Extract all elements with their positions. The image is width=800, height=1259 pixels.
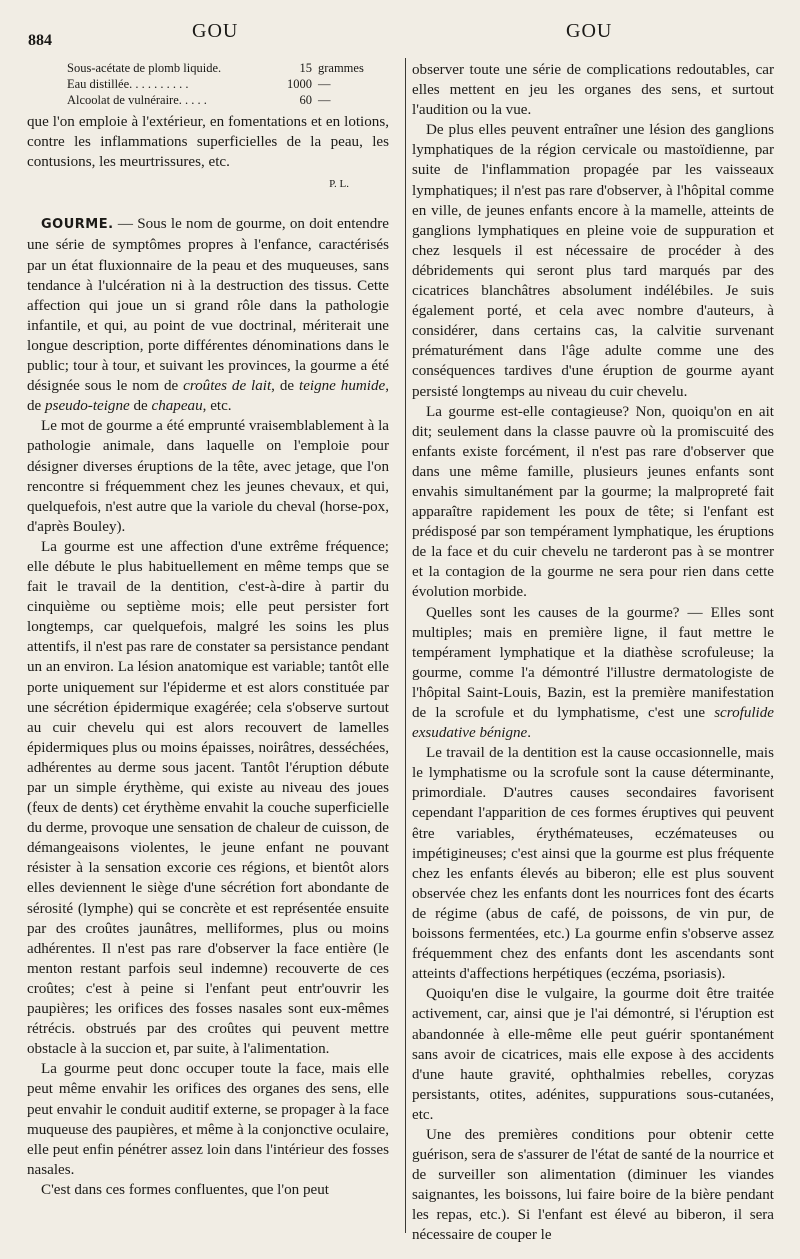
column-divider (405, 58, 406, 1233)
recipe-quantity: 1000 (287, 77, 312, 91)
recipe-unit: grammes (318, 61, 364, 75)
paragraph: que l'on emploie à l'extérieur, en fomentations et en lotions, contre les inflammations superficielles de la peau, les contusions, les meurtrissures, etc. (27, 114, 389, 171)
recipe-ingredient: Eau distillée. . . . . . . . . . (67, 77, 189, 91)
recipe-row (67, 60, 367, 76)
recipe-row (67, 92, 367, 108)
left-column (27, 60, 389, 1200)
recipe-quantity: 60 (299, 93, 312, 107)
paragraph: Le mot de gourme a été emprunté vraisemblablement à la pathologie animale, dans laquelle on l'emploie pour désigner diverses éruptions de la tête, avec jetage, que l'on rencontre si fréquemment chez les jeunes chevaux, et qui, quelquefois, n'est autre que la variole du cheval (horse-pox, d'après Bouley). (27, 418, 389, 535)
running-head-left: GOU (192, 20, 239, 42)
recipe-ingredient: Sous-acétate de plomb liquide. (67, 61, 222, 75)
paragraph: Quoiqu'en dise le vulgaire, la gourme doit être traitée activement, car, ainsi que je l'ai démontré, si l'éruption est abandonnée à elle-même elle peut guérir spontanément sans avoir de cicatrices, mais elle expose à des accidents d'une haute gravité, ophthalmies rebelles, coryzas persistants, otites, adénites, suppurations sous-cutanées, etc. (412, 986, 774, 1123)
right-column (412, 60, 774, 1246)
text-run: Quelles sont les causes de la gourme? — Elles sont multiples; mais en première ligne, il faut mettre le tempérament lymphatique et la diathèse scrofuleuse; la gourme, comme l'a démontré l'illustre dermatologiste de l'hôpital Saint-Louis, Bazin, est la première manifestation de la scrofule et du lymphatisme, c'est une (412, 604, 774, 721)
recipe-table (67, 60, 367, 108)
recipe-row (67, 76, 367, 92)
italic-term: chapeau (151, 398, 203, 415)
paragraph: La gourme est une affection d'une extrême fréquence; elle débute le plus habituellement en même temps que se fait le travail de la dentition, c'est-à-dire à partir du cinquième ou septième mois; elle peut persister fort longtemps, car quelquefois, malgré les soins les plus attentifs, il n'est pas rare de constater sa persistance pendant un an environ. La lésion anatomique est variable; tantôt elle porte uniquement sur l'épiderme et est alors constituée par une sécrétion épidermique exagérée; cela s'observe surtout au cuir chevelu qui est alors recouvert de lamelles épidermiques plus ou moins épaisses, noirâtres, desséchées, adhérentes au derme sous jacent. Tantôt l'éruption débute par un simple érythème, qui existe au niveau des joues (feux de dents) cet érythème envahit la couche superficielle du derme, provoque une sensation de chaleur de cuisson, de démangeaisons violentes, le jeune enfant ne pouvant résister à la sensation excorie ces régions, et bientôt alors elles deviennent le siège d'une sécrétion fort abondante de sérosité (lymphe) qui se concrète et est représentée ensuite par des croûtes jaunâtres, melliformes, plus ou moins adhérentes. Il n'est pas rare d'observer la face entière (le menton restant parfois seul indemne) recouverte de ces croûtes; c'est à peine si l'enfant peut entr'ouvrir les paupières; les orifices des fosses nasales sont eux-mêmes rétrécis. obstrués par des croûtes qui peuvent mettre obstacle à la succion et, par suite, à l'alimentation. (27, 538, 389, 1058)
recipe-unit: — (318, 77, 331, 91)
paragraph (412, 603, 774, 744)
paragraph: La gourme est-elle contagieuse? Non, quoiqu'on en ait dit; seulement dans la classe pauvre où la promiscuité des enfants existe forcément, il n'est pas rare d'observer que dans une même famille, plusieurs jeunes enfants sont envahis simultanément par la gourme; la malpropreté fait apparaître rapidement les poux de tête; si l'enfant est prédisposé par son tempérament lymphatique, les éruptions de la face et du cuir chevelu ne tarderont pas à se montrer et la contagion de la gourme ne sera pour rien dans cette évolution morbide. (412, 403, 774, 601)
page-number: 884 (28, 32, 52, 49)
italic-term: croûtes de lait (183, 378, 272, 395)
paragraph: Le travail de la dentition est la cause occasionnelle, mais le lymphatisme ou la scrofule sont la cause déterminante, primordiale. D'autres causes secondaires favorisent cependant l'apparition de ces formes éruptives qui peuvent être variables, érythémateuses, eczémateuses ou impétigineuses; c'est ainsi que la gourme est plus fréquente chez les enfants élevés au biberon; elle est plus souvent observée chez les enfants dont les nourrices font des écarts de régime (abus de café, de poissons, de vin pur, de boissons fermentées, etc.) La gourme enfin s'observe assez fréquemment chez des enfants dont les ascendants sont atteints d'affections herpétiques (eczéma, psoriasis). (412, 745, 774, 983)
text-run: , etc. (202, 398, 232, 415)
paragraph: observer toute une série de complications redoutables, car elles mettent en jeu les organes des sens, et surtout l'audition ou la vue. (412, 62, 774, 119)
text-run: — Sous le nom de gourme, on doit entendre une série de symptômes propres à l'enfance, caractérisés par un état fluxionnaire de la peau et des muqueuses, sans tendance à l'ulcération ni à la destruction des tissus. Cette affection qui joue un si grand rôle dans la pathologie infantile, et qui, au point de vue doctrinal, mériterait une longue description, porte différentes dénominations dans le public; tour à tour, et suivant les provinces, la gourme a été désignée sous le nom de (27, 216, 389, 395)
paragraph: La gourme peut donc occuper toute la face, mais elle peut même envahir les orifices des organes des sens, elle peut envahir le conduit auditif externe, se propager à la face muqueuse des paupières, et même à la conjonctive oculaire, elle peut enfin pénétrer assez loin dans l'intérieur des fosses nasales. (27, 1061, 389, 1178)
text-run: , de (271, 378, 299, 395)
text-run: , de (27, 378, 389, 415)
recipe-ingredient: Alcoolat de vulnéraire. . . . . (67, 93, 207, 107)
text-run: . (527, 725, 532, 742)
italic-term: pseudo-teigne (45, 398, 130, 415)
paragraph: Une des premières conditions pour obtenir cette guérison, sera de s'assurer de l'état de santé de la nourrice et de surveiller son alimentation (diminuer les viandes saignantes, les boissons, lui faire boire de la bière pendant les repas, etc.). Si l'enfant est élevé au biberon, il sera nécessaire de couper le (412, 1126, 774, 1244)
recipe-quantity: 15 (299, 61, 312, 75)
recipe-unit: — (318, 93, 331, 107)
author-signature: P. L. (329, 178, 349, 191)
paragraph: De plus elles peuvent entraîner une lésion des ganglions lymphatiques de la région cervicale ou mastoïdienne, par suite de l'inflammation propagée par les vaisseaux lymphatiques; il n'est pas rare d'observer, à l'hôpital comme en ville, de jeunes enfants encore à la mamelle, atteints de ganglions lymphatiques en pleine voie de suppuration et chez lesquels il est nécessaire de procéder à des débridements qui seront plus tard marqués par des cicatrices blanchâtres absolument indélébiles. Je suis également porté, et cela avec nombre d'auteurs, à considérer, dans certains cas, la calvitie survenant prématurément dans l'âge adulte comme une des conséquences tardives d'une éruption de gourme ayant persisté longtemps au niveau du cuir chevelu. (412, 122, 774, 400)
entry-paragraph (27, 214, 389, 416)
running-head-right: GOU (566, 20, 613, 42)
italic-term: teigne humide (299, 378, 386, 395)
paragraph: C'est dans ces formes confluentes, que l'on peut (41, 1181, 329, 1198)
page-header (0, 18, 800, 48)
italic-term: scrofulide exsudative bénigne (412, 705, 774, 742)
text-run: de (129, 398, 152, 415)
entry-title: GOURME. (41, 217, 114, 233)
